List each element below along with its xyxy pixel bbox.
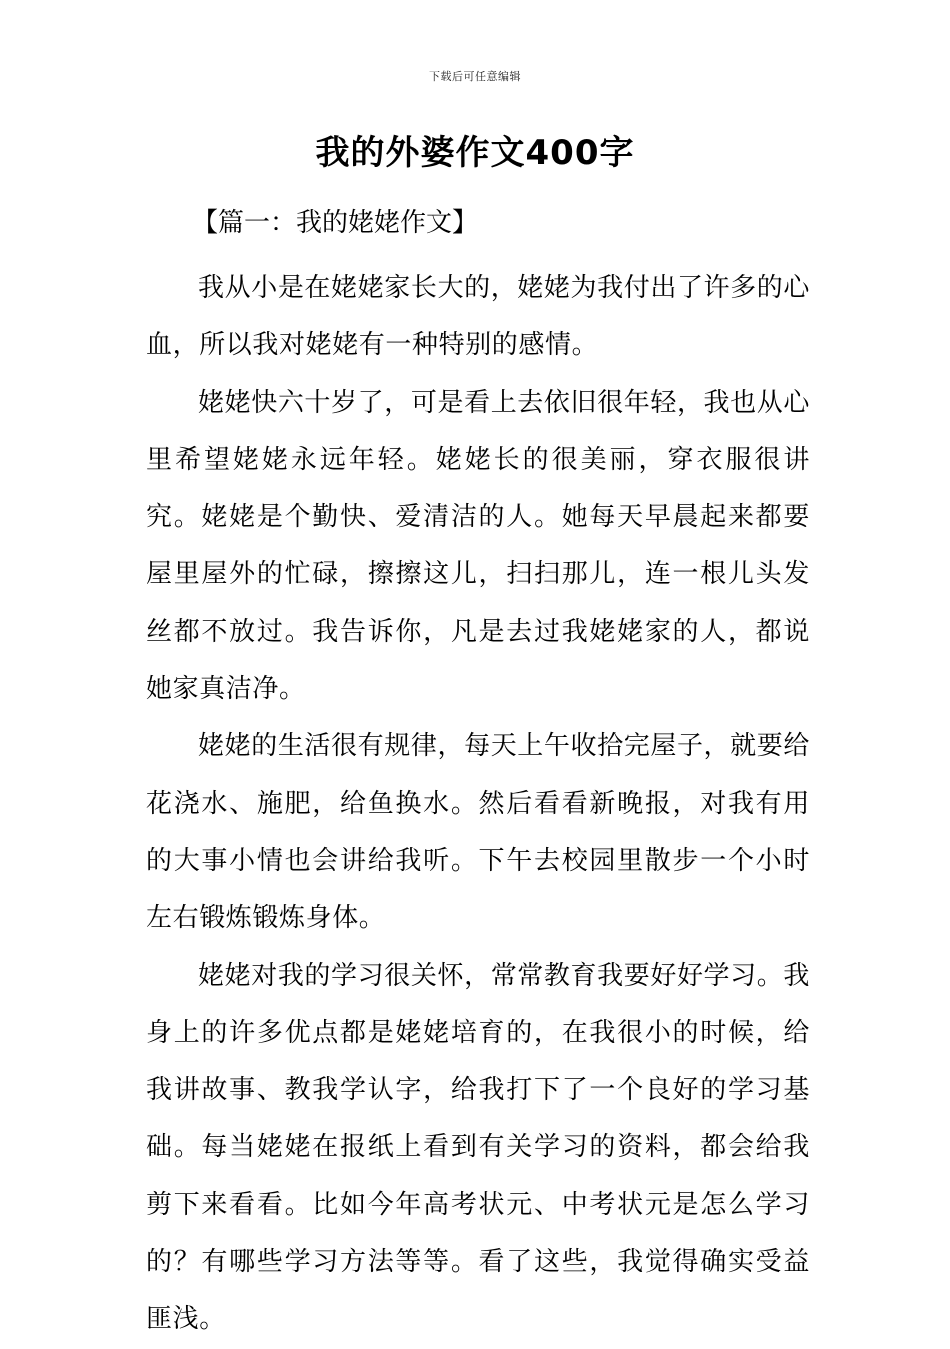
paragraph-2: 姥姥快六十岁了，可是看上去依旧很年轻，我也从心里希望姥姥永远年轻。姥姥长的很美丽，穿衣服很讲究。姥姥是个勤快、爱清洁的人。她每天早晨起来都要屋里屋外的忙碌，擦擦这儿，扫扫那儿，连一根儿头发丝都不放过。我告诉你，凡是去过我姥姥家的人，都说她家真洁净。	[146, 387, 810, 705]
document-title: 我的外婆作文400字	[315, 133, 635, 173]
paragraph-4: 姥姥对我的学习很关怀，常常教育我要好好学习。我身上的许多优点都是姥姥培育的，在我很小的时候，给我讲故事、教我学认字，给我打下了一个良好的学习基础。每当姥姥在报纸上看到有关学习的资料，都会给我剪下来看看。比如今年高考状元、中考状元是怎么学习的？有哪些学习方法等等。看了这些，我觉得确实受益匪浅。	[146, 960, 810, 1335]
section-label: 【篇一：我的姥姥作文】	[192, 208, 479, 238]
paragraph-3: 姥姥的生活很有规律，每天上午收拾完屋子，就要给花浇水、施肥，给鱼换水。然后看看新晚报，对我有用的大事小情也会讲给我听。下午去校园里散步一个小时左右锻炼锻炼身体。	[146, 731, 810, 934]
paragraph-1: 我从小是在姥姥家长大的，姥姥为我付出了许多的心血，所以我对姥姥有一种特别的感情。	[146, 273, 810, 361]
header-note: 下载后可任意编辑	[429, 70, 521, 83]
article-body	[146, 260, 810, 1349]
